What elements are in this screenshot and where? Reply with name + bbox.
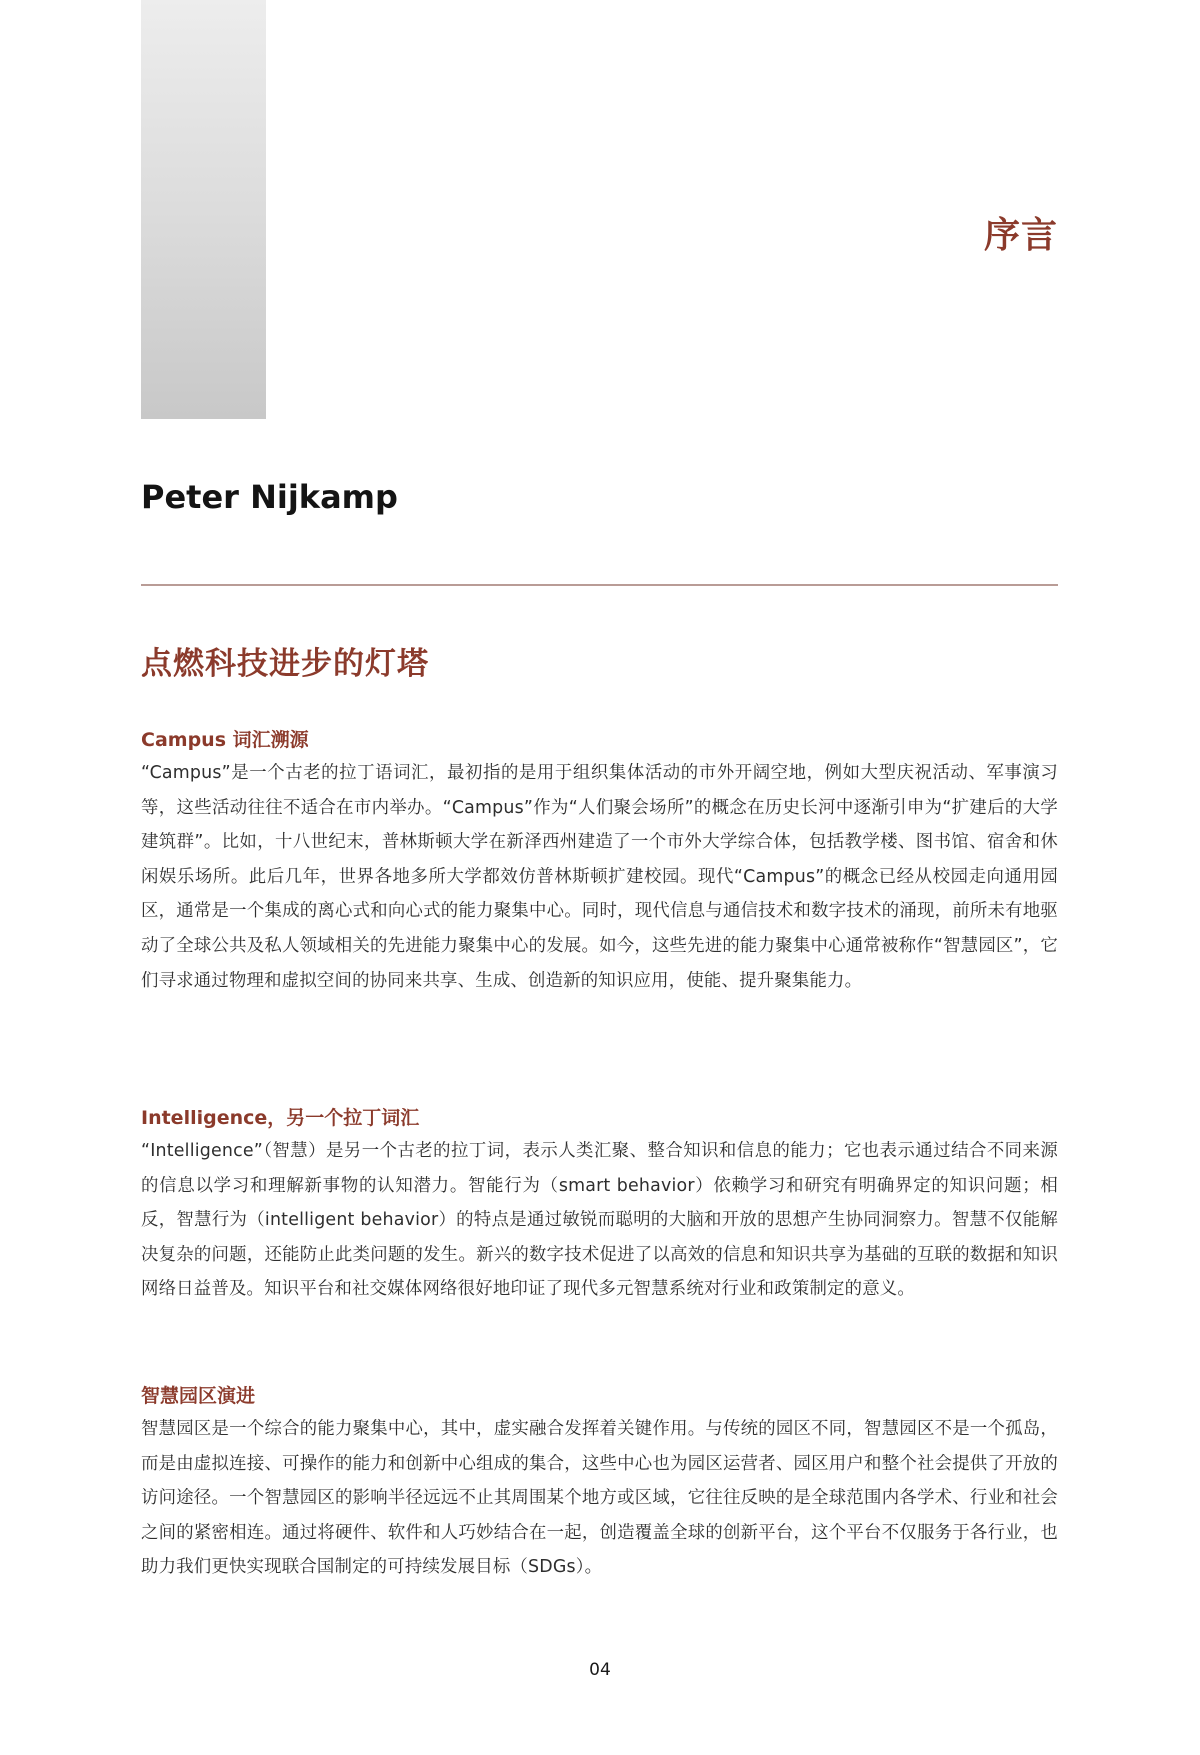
decorative-side-bar [141,0,266,419]
page-title: 序言 [983,215,1058,256]
section-title: 智慧园区演进 [141,1385,256,1407]
section-body: 智慧园区是一个综合的能力聚集中心，其中，虚实融合发挥着关键作用。与传统的园区不同，智慧园区不是一个孤岛，而是由虚拟连接、可操作的能力和创新中心组成的集合，这些中心也为园区运营者、园区用户和整个社会提供了开放的访问途径。一个智慧园区的影响半径远远不止其周围某个地方或区域，它往往反映的是全球范围内各学术、行业和社会之间的紧密相连。通过将硬件、软件和人巧妙结合在一起，创造覆盖全球的创新平台，这个平台不仅服务于各行业，也助力我们更快实现联合国制定的可持续发展目标（SDGs）。 [141,1419,1058,1578]
section-title: Campus 词汇溯源 [141,729,309,751]
main-heading: 点燃科技进步的灯塔 [141,646,429,682]
page-number: 04 [589,1660,611,1680]
divider [141,584,1058,586]
section-smart-campus-evolution [141,1380,1058,1585]
section-campus-origin [141,724,1058,998]
section-body: “Campus”是一个古老的拉丁语词汇，最初指的是用于组织集体活动的市外开阔空地，例如大型庆祝活动、军事演习等，这些活动往往不适合在市内举办。“Campus”作为“人们聚会场所”的概念在历史长河中逐渐引申为“扩建后的大学建筑群”。比如，十八世纪末，普林斯顿大学在新泽西州建造了一个市外大学综合体，包括教学楼、图书馆、宿舍和休闲娱乐场所。此后几年，世界各地多所大学都效仿普林斯顿扩建校园。现代“Campus”的概念已经从校园走向通用园区，通常是一个集成的离心式和向心式的能力聚集中心。同时，现代信息与通信技术和数字技术的涌现，前所未有地驱动了全球公共及私人领域相关的先进能力聚集中心的发展。如今，这些先进的能力聚集中心通常被称作“智慧园区”，它们寻求通过物理和虚拟空间的协同来共享、生成、创造新的知识应用，使能、提升聚集能力。 [141,763,1058,991]
section-intelligence [141,1102,1058,1307]
author-name: Peter Nijkamp [141,478,398,516]
section-title: Intelligence，另一个拉丁词汇 [141,1107,420,1129]
section-body: “Intelligence”（智慧）是另一个古老的拉丁词，表示人类汇聚、整合知识和信息的能力；它也表示通过结合不同来源的信息以学习和理解新事物的认知潜力。智能行为（smart behavior）依赖学习和研究有明确界定的知识问题；相反，智慧行为（intelligent behavior）的特点是通过敏锐而聪明的大脑和开放的思想产生协同洞察力。智慧不仅能解决复杂的问题，还能防止此类问题的发生。新兴的数字技术促进了以高效的信息和知识共享为基础的互联的数据和知识网络日益普及。知识平台和社交媒体网络很好地印证了现代多元智慧系统对行业和政策制定的意义。 [141,1141,1058,1300]
